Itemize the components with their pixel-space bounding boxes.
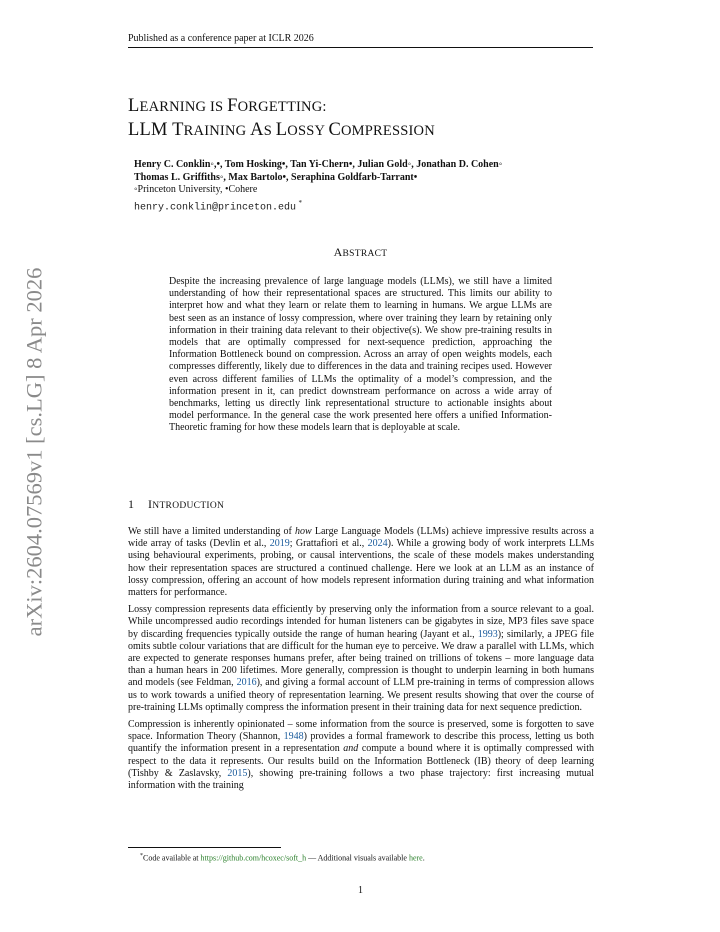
paragraph-1: We still have a limited understanding of how Large Language Models (LLMs) achieve impressive results across a wide array of tasks (Devlin et al., 2019; Grattafiori et al., 2024). While a growing body of work interprets LLMs using behavioural experiments, probing, or causal interventions, the scale of these models makes understanding how their representation spaces are structured a continued challenge. Here we look at an LLM as an instance of lossy compression, offering an account of how models represent information during training and what information matters for performance. [128,526,594,599]
title-line-2: LLM TRAINING AS LOSSY COMPRESSION [128,120,435,140]
arxiv-stamp-text: arXiv:2604.07569v1 [cs.LG] 8 Apr 2026 [21,267,47,636]
citation-link[interactable]: 2024 [367,538,388,550]
footnote-divider [128,847,281,848]
arxiv-stamp[interactable] [19,264,49,639]
paper-title [128,95,598,143]
section-number: 1 [128,497,135,511]
author-list-line-1: Henry C. Conklin◦,•, Tom Hosking•, Tan Yi-Chern•, Julian Gold◦, Jonathan D. Cohen◦ [134,159,503,170]
abstract-heading: ABSTRACT [333,245,388,259]
title-line-1: LEARNING IS FORGETTING: [128,96,327,116]
affiliations: ◦Princeton University, •Cohere [134,184,258,195]
abstract-text: Despite the increasing prevalence of large language models (LLMs), we still have a limited understanding of how their representational spaces are structured. This limits our ability to interpret how and what they learn or relate them to learning in humans. We argue LLMs are best seen as an instance of lossy compression, where over training they learn by retaining only information in their training data relevant to their objective(s). We show pre-training results in models that are optimally compressed for next-sequence prediction, approaching the Information Bottleneck bound on compression. Across an array of open weights models, each compresses differently, likely due to differences in the data and training recipes used. However even across different families of LLMs the optimality of a model’s compression, and the information present in it, can predict downstream performance on across a wide array of benchmarks, letting us directly link representational structure to actionable insights about model performance. In the general case the work presented here offers a unified Information-Theoretic framing for how these models learn that is deployable at scale. [169,276,552,434]
citation-link[interactable]: 1948 [283,731,304,743]
paragraph-2: Lossy compression represents data efficiently by preserving only the information from a source relevant to a goal. While uncompressed audio recordings intended for human listeners can be gigabytes in size, MP3 files save space by discarding frequencies typically outside the range of human hearing (Jayant et al., 1993); similarly, a JPEG file omits subtle colour variations that are difficult for the human eye to perceive. We draw a parallel with LLMs, which are expected to generate responses humans prefer, after being trained on trillions of tokens – more language data than a human hears in 200 lifetimes. More generally, compression is thought to underpin learning in both humans and models (see Feldman, 2016), and giving a formal account of LLM pre-training in terms of compression allows us to work towards a unified theory of representation learning. We present results showing that over the course of pre-training LLMs optimally compress the information present in their training data for next sequence prediction. [128,604,595,713]
section-heading-introduction: 1 INTRODUCTION [128,497,225,511]
citation-link[interactable]: 2019 [269,538,290,550]
author-email[interactable]: henry.conklin@princeton.edu [134,201,297,213]
conference-header: Published as a conference paper at ICLR 2026 [128,33,593,48]
footnote-mark: * [140,853,143,859]
paragraph-3: Compression is inherently opinionated – some information from the source is preserved, some is forgotten to save space. Information Theory (Shannon, 1948) provides a formal framework to describe this process, letting us both quantify the information present in a representation and compute a bound where it is optimally compressed with respect to the data it represents. Our results build on the Information Bottleneck (IB) theory of deep learning (Tishby & Zaslavsky, 2015), showing pre-training follows a two phase trajectory: first increasing mutual information with the training [128,719,595,792]
introduction-body [128,526,594,797]
author-list-line-2: Thomas L. Griffiths◦, Max Bartolo•, Seraphina Goldfarb-Tarrant• [134,171,418,183]
footnote: *Code available at https://github.com/hcoxec/soft_h — Additional visuals available here. [140,853,425,863]
citation-link[interactable]: 1993 [477,628,498,640]
page-number: 1 [358,885,363,896]
author-block [134,159,604,214]
visuals-link[interactable]: here [408,853,423,863]
citation-link[interactable]: 2016 [236,677,257,689]
code-url-link[interactable]: https://github.com/hcoxec/soft_h [200,853,307,863]
email-footnote-mark: * [298,198,303,207]
citation-link[interactable]: 2015 [227,767,248,779]
